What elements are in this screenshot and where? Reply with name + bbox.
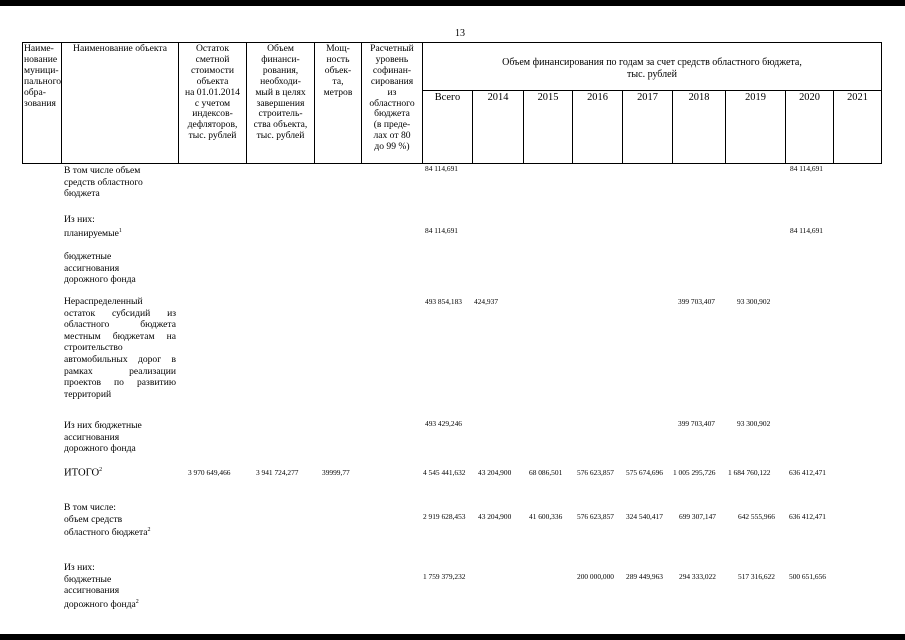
row-2019: 1 684 760,122 bbox=[728, 468, 771, 477]
header-cofinancing-level: Расчетный уровень софинан- сирования из областного бюджета (в преде- лах от 80 до 99 %) bbox=[369, 43, 415, 153]
row-2017: 324 540,417 bbox=[626, 512, 663, 521]
row-2014: 43 204,900 bbox=[478, 468, 512, 477]
header-total: Всего bbox=[434, 92, 461, 103]
row-2018: 399 703,407 bbox=[678, 297, 715, 306]
row-2014: 424,937 bbox=[474, 297, 499, 306]
header-municipality: Наиме- нование муници- пального обра- зования bbox=[24, 43, 62, 109]
row-2018: 399 703,407 bbox=[678, 419, 715, 428]
row-2019: 517 316,622 bbox=[738, 572, 775, 581]
row-total: 1 759 379,232 bbox=[423, 572, 466, 581]
row-capacity: 39999,77 bbox=[322, 468, 350, 477]
row-2017: 575 674,696 bbox=[626, 468, 663, 477]
row-label: В том числе: объем средств областного бюджета$^2$ bbox=[64, 502, 151, 539]
row-total: 493 854,183 bbox=[425, 297, 462, 306]
row-total: 493 429,246 bbox=[425, 419, 462, 428]
header-year-2020: 2020 bbox=[799, 92, 820, 103]
row-label: Из них: бюджетные ассигнования дорожного фонда$^2$ bbox=[64, 562, 139, 610]
row-2020: 636 412,471 bbox=[789, 468, 826, 477]
row-2016: 576 623,857 bbox=[577, 512, 614, 521]
header-funding-volume: Объем финанси- рования, необходи- мый в целях завершения строитель- ства объекта, тыс. рублей bbox=[253, 43, 308, 142]
row-label: Из них: планируемые$^1$ bbox=[64, 214, 122, 239]
row-2018: 1 005 295,726 bbox=[673, 468, 716, 477]
row-label: Нераспределенный остаток субсидий из областного бюджета местным бюджетам на строительство автомобильных дорог в рамках реализации проектов по развитию территорий bbox=[64, 296, 176, 400]
row-2017: 289 449,963 bbox=[626, 572, 663, 581]
header-year-2018: 2018 bbox=[688, 92, 710, 103]
row-label: В том числе объем средств областного бюджета bbox=[64, 165, 143, 200]
row-2020: 84 114,691 bbox=[790, 226, 823, 235]
row-2015: 41 600,336 bbox=[529, 512, 563, 521]
row-2018: 699 307,147 bbox=[679, 512, 716, 521]
row-2014: 43 204,900 bbox=[478, 512, 512, 521]
row-2016: 200 000,000 bbox=[577, 572, 614, 581]
row-2020: 84 114,691 bbox=[790, 164, 823, 173]
row-label: Из них бюджетные ассигнования дорожного фонда bbox=[64, 420, 142, 455]
header-remaining-cost: Остаток сметной стоимости объекта на 01.01.2014 с учетом индексов- дефляторов, тыс. рублей bbox=[185, 43, 240, 142]
row-total: 84 114,691 bbox=[425, 164, 458, 173]
row-label-total: ИТОГО$^2$ bbox=[64, 467, 103, 479]
header-year-2021: 2021 bbox=[847, 92, 868, 103]
row-2015: 68 086,501 bbox=[529, 468, 563, 477]
header-year-2019: 2019 bbox=[745, 92, 766, 103]
row-2019: 93 300,902 bbox=[737, 419, 771, 428]
header-year-2016: 2016 bbox=[587, 92, 608, 103]
row-2016: 576 623,857 bbox=[577, 468, 614, 477]
page-number: 13 bbox=[455, 28, 465, 39]
row-2020: 636 412,471 bbox=[789, 512, 826, 521]
row-remaining-cost: 3 970 649,466 bbox=[188, 468, 231, 477]
row-2020: 500 651,656 bbox=[789, 572, 826, 581]
row-total: 4 545 441,632 bbox=[423, 468, 466, 477]
row-total: 84 114,691 bbox=[425, 226, 458, 235]
row-2018: 294 333,022 bbox=[679, 572, 716, 581]
header-capacity: Мощ- ность объек- та, метров bbox=[323, 43, 353, 98]
header-object-name: Наименование объекта bbox=[73, 43, 167, 54]
bottom-border bbox=[0, 634, 905, 640]
header-year-2014: 2014 bbox=[487, 92, 509, 103]
row-2019: 642 555,966 bbox=[738, 512, 775, 521]
header-funding-by-years: Объем финансирования по годам за счет средств областного бюджета, тыс. рублей bbox=[502, 57, 802, 80]
row-2019: 93 300,902 bbox=[737, 297, 771, 306]
row-funding-volume: 3 941 724,277 bbox=[256, 468, 299, 477]
header-year-2017: 2017 bbox=[637, 92, 658, 103]
header-year-2015: 2015 bbox=[537, 92, 559, 103]
row-label: бюджетные ассигнования дорожного фонда bbox=[64, 251, 136, 286]
row-total: 2 919 628,453 bbox=[423, 512, 466, 521]
top-border bbox=[0, 0, 905, 6]
